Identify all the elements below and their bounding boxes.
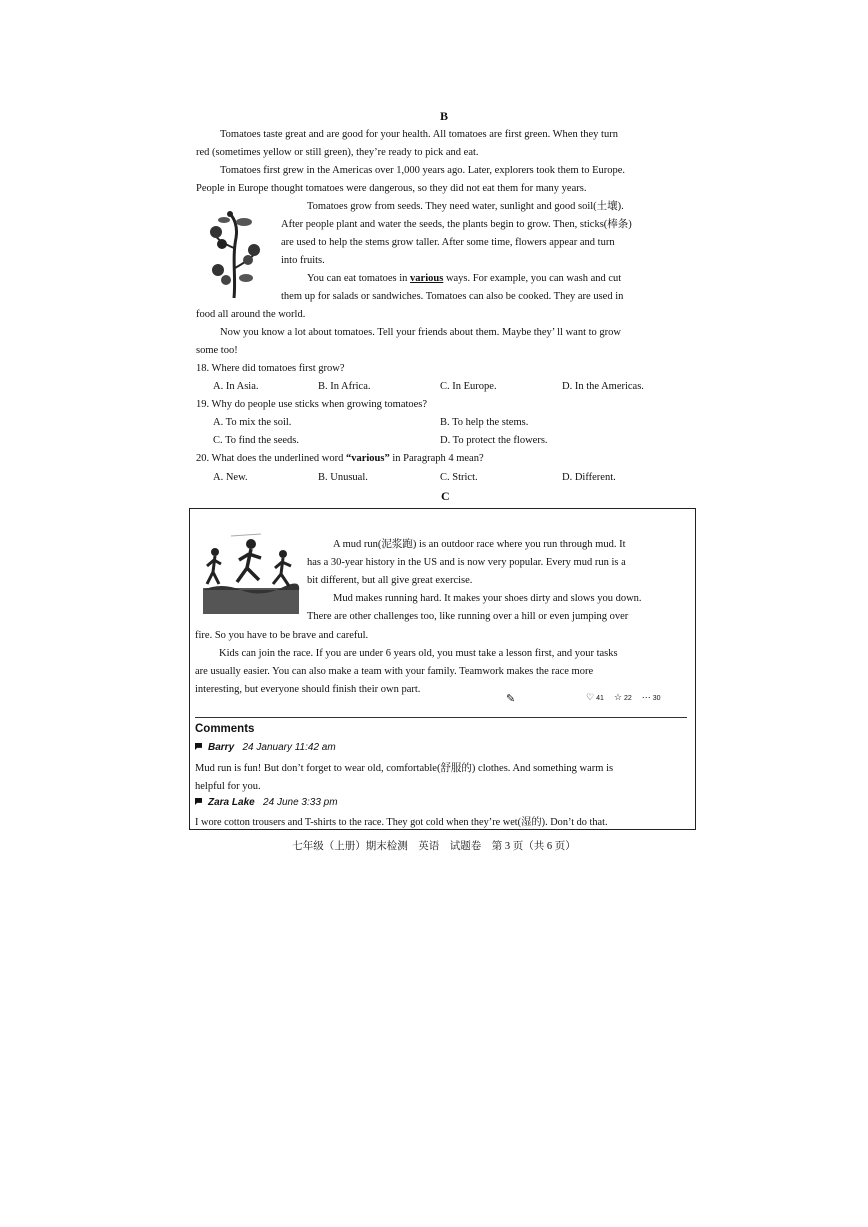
q20-option-a[interactable]: A. New.: [213, 472, 248, 483]
paragraph-c2: Mud makes running hard. It makes your shoes dirty and slows you down.: [333, 593, 642, 604]
edit-pencil-icon[interactable]: ✎: [506, 693, 516, 705]
paragraph-b2-cont: People in Europe thought tomatoes were dangerous, so they did not eat them for many years.: [196, 183, 587, 194]
comment-text: Mud run is fun! But don’t forget to wear old, comfortable(舒服的) clothes. And something warm is: [195, 763, 614, 774]
paragraph-b3-line3: are used to help the stems grow taller. After some time, flowers appear and turn: [281, 237, 615, 248]
question-18-stem: 18. Where did tomatoes first grow?: [196, 363, 345, 374]
paragraph-b3-line4: into fruits.: [281, 255, 325, 266]
comment-flag-icon: [195, 743, 202, 750]
paragraph-c2-line2: There are other challenges too, like running over a hill or even jumping over: [307, 611, 629, 622]
q20-option-b[interactable]: B. Unusual.: [318, 472, 368, 483]
comment-time: 24 June 3:33 pm: [263, 797, 338, 808]
paragraph-b1: Tomatoes taste great and are good for your health. All tomatoes are first green. When they turn: [220, 129, 618, 140]
comment-flag-icon: [195, 798, 202, 805]
comment-text: I wore cotton trousers and T-shirts to the race. They got cold when they’re wet(湿的). Don’t do that.: [195, 817, 608, 828]
comment-header: [195, 797, 338, 808]
paragraph-c1: A mud run(泥浆跑) is an outdoor race where you run through mud. It: [333, 539, 626, 550]
q19-option-c[interactable]: C. To find the seeds.: [213, 435, 299, 446]
section-c-title: C: [441, 489, 450, 503]
q18-option-c[interactable]: C. In Europe.: [440, 381, 497, 392]
underlined-word-various: various: [410, 273, 444, 284]
q19-option-a[interactable]: A. To mix the soil.: [213, 417, 292, 428]
comment-button[interactable]: ⋯ 30: [641, 692, 661, 702]
like-button[interactable]: ♡ 41: [586, 692, 604, 702]
q19-option-d[interactable]: D. To protect the flowers.: [440, 435, 548, 446]
paragraph-b4-line3: food all around the world.: [196, 309, 306, 320]
mud-runners-illustration: [201, 530, 301, 616]
paragraph-b3: Tomatoes grow from seeds. They need water, sunlight and good soil(土壤).: [307, 201, 624, 212]
paragraph-c1-line3: bit different, but all give great exercise.: [307, 575, 473, 586]
divider: [195, 717, 687, 718]
q18-option-b[interactable]: B. In Africa.: [318, 381, 371, 392]
paragraph-c3: Kids can join the race. If you are under 6 years old, you must take a lesson first, and your tasks: [219, 648, 618, 659]
comment-author: Zara Lake: [208, 797, 255, 808]
paragraph-c1-line2: has a 30-year history in the US and is now very popular. Every mud run is a: [307, 557, 626, 568]
q20-option-d[interactable]: D. Different.: [562, 472, 616, 483]
question-20-stem: 20. What does the underlined word “various” in Paragraph 4 mean?: [196, 453, 484, 464]
section-b-title: B: [440, 109, 449, 123]
paragraph-b4: You can eat tomatoes in various ways. For example, you can wash and cut: [307, 273, 622, 284]
paragraph-b2: Tomatoes first grew in the Americas over 1,000 years ago. Later, explorers took them to Europe.: [220, 165, 626, 176]
paragraph-b3-line2: After people plant and water the seeds, the plants begin to grow. Then, sticks(棒条): [281, 219, 632, 230]
favorite-button[interactable]: ☆ 22: [613, 692, 632, 702]
q18-option-d[interactable]: D. In the Americas.: [562, 381, 644, 392]
question-19-stem: 19. Why do people use sticks when growing tomatoes?: [196, 399, 428, 410]
page-footer: 七年级（上册）期末检测 英语 试题卷 第 3 页（共 6 页）: [292, 841, 576, 852]
comment-text-cont: helpful for you.: [195, 781, 261, 792]
comment-author: Barry: [208, 742, 235, 753]
paragraph-b1-cont: red (sometimes yellow or still green), they’re ready to pick and eat.: [196, 147, 479, 158]
paragraph-c2-line3: fire. So you have to be brave and careful.: [195, 630, 369, 641]
paragraph-b5: Now you know a lot about tomatoes. Tell your friends about them. Maybe they’ ll want to grow: [220, 327, 622, 338]
heart-icon: ♡: [586, 692, 595, 702]
comment-header: [195, 742, 336, 753]
q18-option-a[interactable]: A. In Asia.: [213, 381, 259, 392]
comments-heading: Comments: [195, 723, 255, 735]
comment-time: 24 January 11:42 am: [242, 742, 336, 753]
comment-bubble-icon: ⋯: [641, 692, 651, 702]
paragraph-c3-line2: are usually easier. You can also make a team with your family. Teamwork makes the race more: [195, 666, 594, 677]
tomato-plant-illustration: [204, 208, 268, 300]
star-icon: ☆: [613, 692, 622, 702]
paragraph-b5-cont: some too!: [196, 345, 238, 356]
paragraph-c3-line3: interesting, but everyone should finish their own part.: [195, 684, 421, 695]
q19-option-b[interactable]: B. To help the stems.: [440, 417, 529, 428]
post-reactions-bar: [586, 692, 661, 703]
paragraph-b4-line2: them up for salads or sandwiches. Tomatoes can also be cooked. They are used in: [281, 291, 624, 302]
q20-option-c[interactable]: C. Strict.: [440, 472, 478, 483]
